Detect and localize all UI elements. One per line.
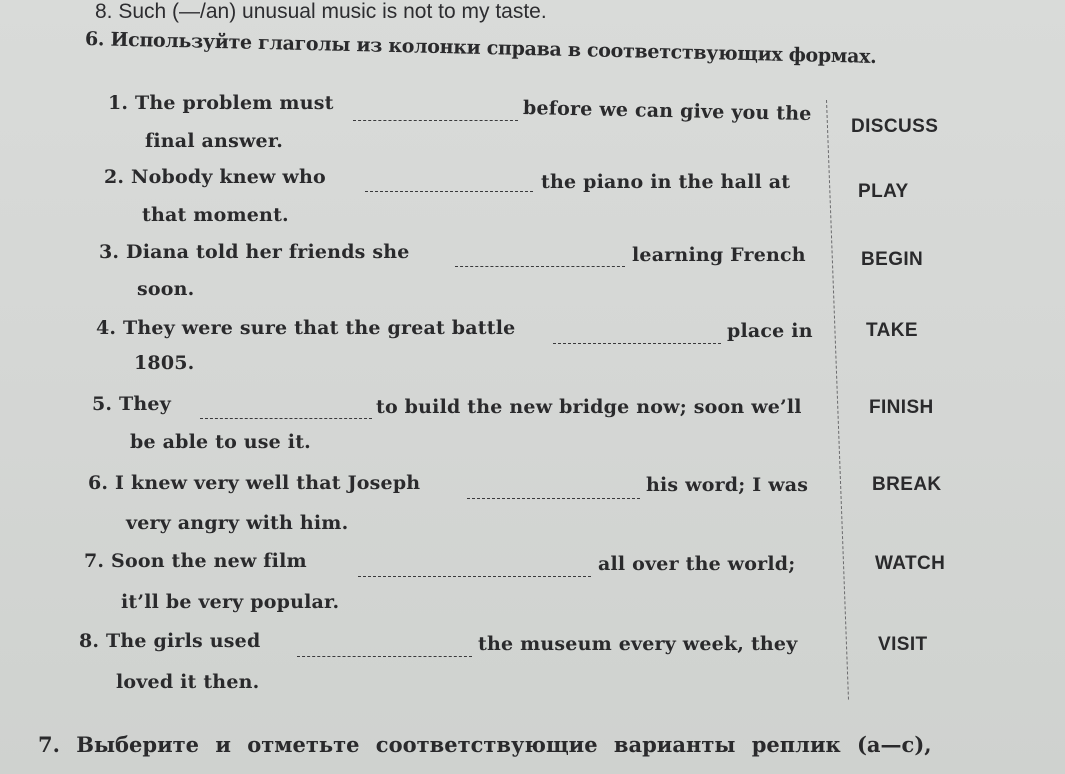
item-2-text-line2: that moment. <box>142 204 289 226</box>
verb-visit: VISIT <box>878 634 928 655</box>
item-7-text-end: all over the world; <box>598 553 796 575</box>
item-5-blank[interactable] <box>200 418 372 419</box>
verb-break: BREAK <box>872 474 942 495</box>
item-1-text-start: 1. The problem must <box>108 92 334 114</box>
verb-play: PLAY <box>858 181 909 202</box>
item-4-text-line2: 1805. <box>134 352 195 374</box>
verb-finish: FINISH <box>869 397 934 418</box>
item-4-blank[interactable] <box>553 343 721 344</box>
item-6-text-start: 6. I knew very well that Joseph <box>88 472 421 494</box>
item-5-text-start: 5. They <box>92 393 171 415</box>
item-7-text-start: 7. Soon the new film <box>84 550 307 572</box>
item-7-text-line2: it’ll be very popular. <box>121 591 340 613</box>
item-6-blank[interactable] <box>467 498 640 499</box>
verb-take: TAKE <box>866 320 918 341</box>
previous-exercise-line: 8. Such (—/an) unusual music is not to my taste. <box>95 0 547 23</box>
item-2-text-start: 2. Nobody knew who <box>104 166 326 188</box>
item-1-blank[interactable] <box>353 120 518 121</box>
item-1-text-end: before we can give you the <box>522 96 812 126</box>
item-8-text-end: the museum every week, they <box>478 633 798 655</box>
item-3-text-line2: soon. <box>137 278 195 300</box>
item-5-text-end: to build the new bridge now; soon we’ll <box>376 396 802 418</box>
column-divider <box>826 100 849 700</box>
item-5-text-line2: be able to use it. <box>130 431 311 453</box>
verb-begin: BEGIN <box>861 249 924 270</box>
verb-discuss: DISCUSS <box>851 116 939 137</box>
item-2-blank[interactable] <box>365 191 533 192</box>
item-7-blank[interactable] <box>358 576 591 577</box>
item-8-blank[interactable] <box>297 656 472 657</box>
item-6-text-end: his word; I was <box>646 474 809 496</box>
item-4-text-end: place in <box>727 320 813 342</box>
item-8-text-line2: loved it then. <box>116 671 260 693</box>
item-8-text-start: 8. The girls used <box>79 630 261 652</box>
item-3-text-start: 3. Diana told her friends she <box>99 241 410 263</box>
item-3-blank[interactable] <box>455 266 625 267</box>
verb-watch: WATCH <box>875 553 946 574</box>
item-2-text-end: the piano in the hall at <box>541 171 791 193</box>
item-6-text-line2: very angry with him. <box>126 512 349 534</box>
item-4-text-start: 4. They were sure that the great battle <box>96 317 516 339</box>
item-1-text-line2: final answer. <box>145 130 284 152</box>
task-6-heading: 6. Используйте глаголы из колонки справа в соответствующих формах. <box>84 28 877 68</box>
item-3-text-end: learning French <box>632 244 806 266</box>
task-7-heading: 7. Выберите и отметьте соответствующие варианты реплик (a—c), <box>38 732 932 757</box>
